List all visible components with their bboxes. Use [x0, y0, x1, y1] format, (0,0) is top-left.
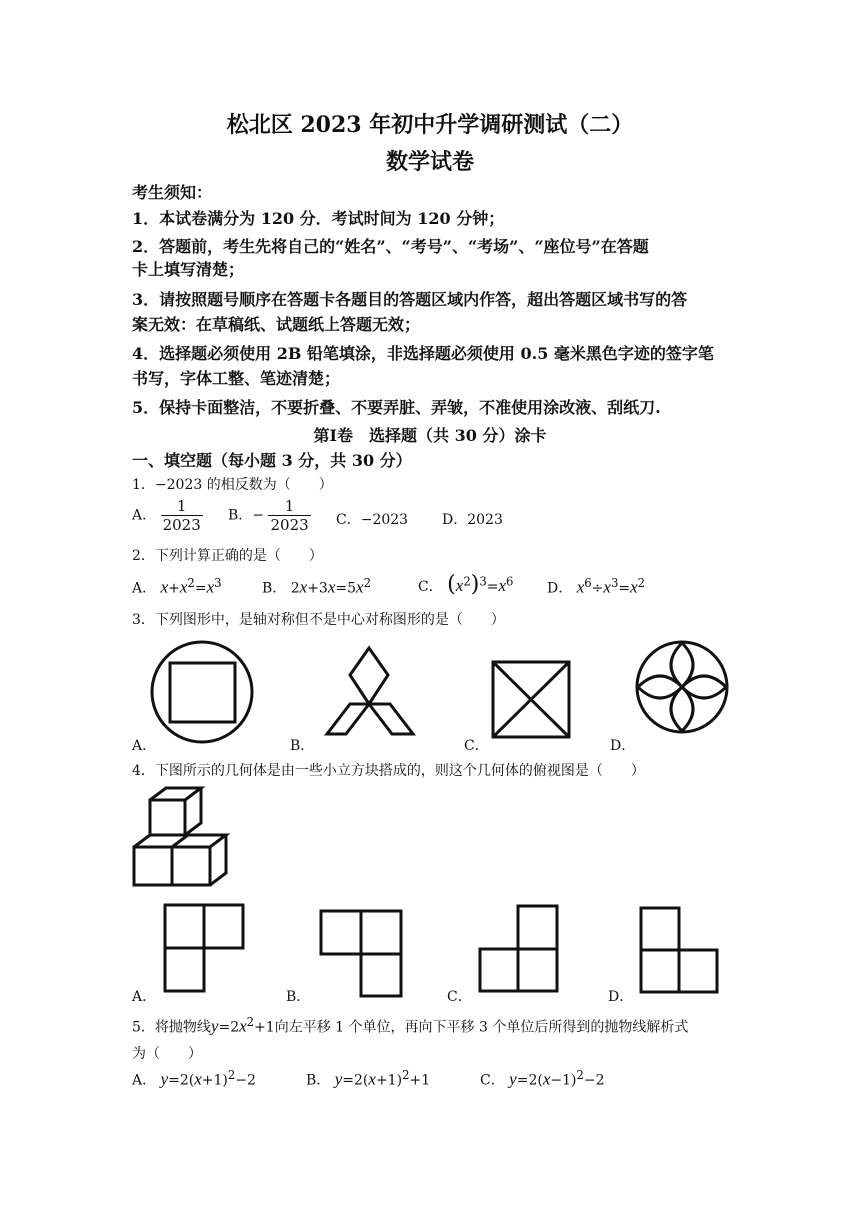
three-rhombus-figure — [327, 648, 413, 734]
top-view-d — [641, 908, 717, 992]
notice-line: 1．本试卷满分为 120 分．考试时间为 120 分钟； — [132, 209, 505, 228]
part-heading: 一、填空题（每小题 3 分，共 30 分） — [132, 451, 412, 470]
notice-line: 2．答题前，考生先将自己的“姓名”、“考号”、“考场”、“座位号”在答题 — [132, 237, 649, 256]
notice-heading: 考生须知： — [132, 183, 213, 202]
q3-option-a[interactable]: A． — [132, 738, 157, 754]
notice-line: 4．选择题必须使用 2B 铅笔填涂，非选择题必须使用 0.5 毫米黑色字迹的签字笔 — [132, 344, 714, 363]
q5-option-a[interactable]: A． $y=2(x+1)^2-2$ — [132, 1068, 256, 1089]
q4-option-b[interactable]: B． — [286, 989, 311, 1005]
top-view-c — [480, 906, 557, 991]
q5-stem-line2: 为（ ） — [132, 1046, 202, 1062]
square-diagonals-figure — [493, 662, 569, 737]
option-label: B． — [262, 580, 287, 597]
top-view-a — [165, 905, 243, 991]
option-label: C． — [418, 579, 443, 595]
q1-option-c[interactable]: C．−2023 — [336, 512, 409, 528]
option-label: D． — [547, 580, 573, 597]
option-label: A． — [132, 507, 157, 524]
q3-option-d[interactable]: D． — [610, 738, 636, 754]
q2-option-a[interactable]: A． $x+x^2=x^3$ — [132, 576, 222, 597]
q1-option-d[interactable]: D．2023 — [442, 512, 503, 528]
exam-subtitle: 数学试卷 — [385, 149, 474, 175]
q2-option-b[interactable]: B． $2x+3x=5x^2$ — [262, 576, 371, 597]
fraction: $\frac{1}{2023}$ — [270, 497, 309, 534]
notice-line: 卡上填写清楚； — [132, 260, 245, 279]
notice-line: 5．保持卡面整洁，不要折叠、不要弄脏、弄皱，不准使用涂改液、刮纸刀. — [132, 398, 661, 417]
q5-option-b[interactable]: B． $y=2(x+1)^2+1$ — [306, 1068, 431, 1089]
exam-title: 松北区 2023 年初中升学调研测试（二） — [226, 112, 634, 138]
q5-stem: 5．将抛物线$y=2x^2+1$向左平移 1 个单位，再向下平移 3 个单位后所得到的抛物线解析式 — [132, 1015, 689, 1036]
circle-square-figure — [152, 642, 252, 742]
volume-heading: 第Ⅰ卷 选择题（共 30 分）涂卡 — [313, 426, 547, 445]
notice-line: 案无效：在草稿纸、试题纸上答题无效； — [132, 315, 421, 334]
notice-line: 书写，字体工整、笔迹清楚； — [132, 369, 341, 388]
q4-option-d[interactable]: D． — [608, 989, 634, 1005]
cube-solid-figure — [134, 788, 226, 885]
q2-option-d[interactable]: D． $x^6\div x^3=x^2$ — [547, 576, 646, 597]
q3-option-b[interactable]: B． — [290, 738, 315, 754]
option-label: A． — [132, 580, 157, 597]
q2-stem: 2．下列计算正确的是（ ） — [132, 548, 323, 564]
option-label: B． — [306, 1072, 331, 1089]
fraction: $\frac{1}{2023}$ — [162, 497, 201, 534]
q4-option-a[interactable]: A． — [132, 989, 157, 1005]
option-label: B．− — [228, 507, 265, 524]
q1-stem: 1．−2023 的相反数为（ ） — [132, 477, 333, 493]
top-view-b — [321, 911, 401, 996]
option-label: C． — [480, 1072, 505, 1089]
q3-option-c[interactable]: C． — [464, 738, 489, 754]
q4-option-c[interactable]: C． — [447, 989, 472, 1005]
q4-stem: 4．下图所示的几何体是由一些小立方块搭成的，则这个几何体的俯视图是（ ） — [132, 763, 645, 779]
q2-option-c[interactable]: C． $(x^2)^3=x^6$ — [418, 572, 514, 597]
option-label: A． — [132, 1072, 157, 1089]
q5-option-c[interactable]: C． $y=2(x-1)^2-2$ — [480, 1068, 605, 1089]
q3-stem: 3．下列图形中，是轴对称但不是中心对称图形的是（ ） — [132, 612, 505, 628]
four-petal-circle-figure — [637, 642, 727, 732]
notice-line: 3．请按照题号顺序在答题卡各题目的答题区域内作答，超出答题区域书写的答 — [132, 290, 688, 309]
